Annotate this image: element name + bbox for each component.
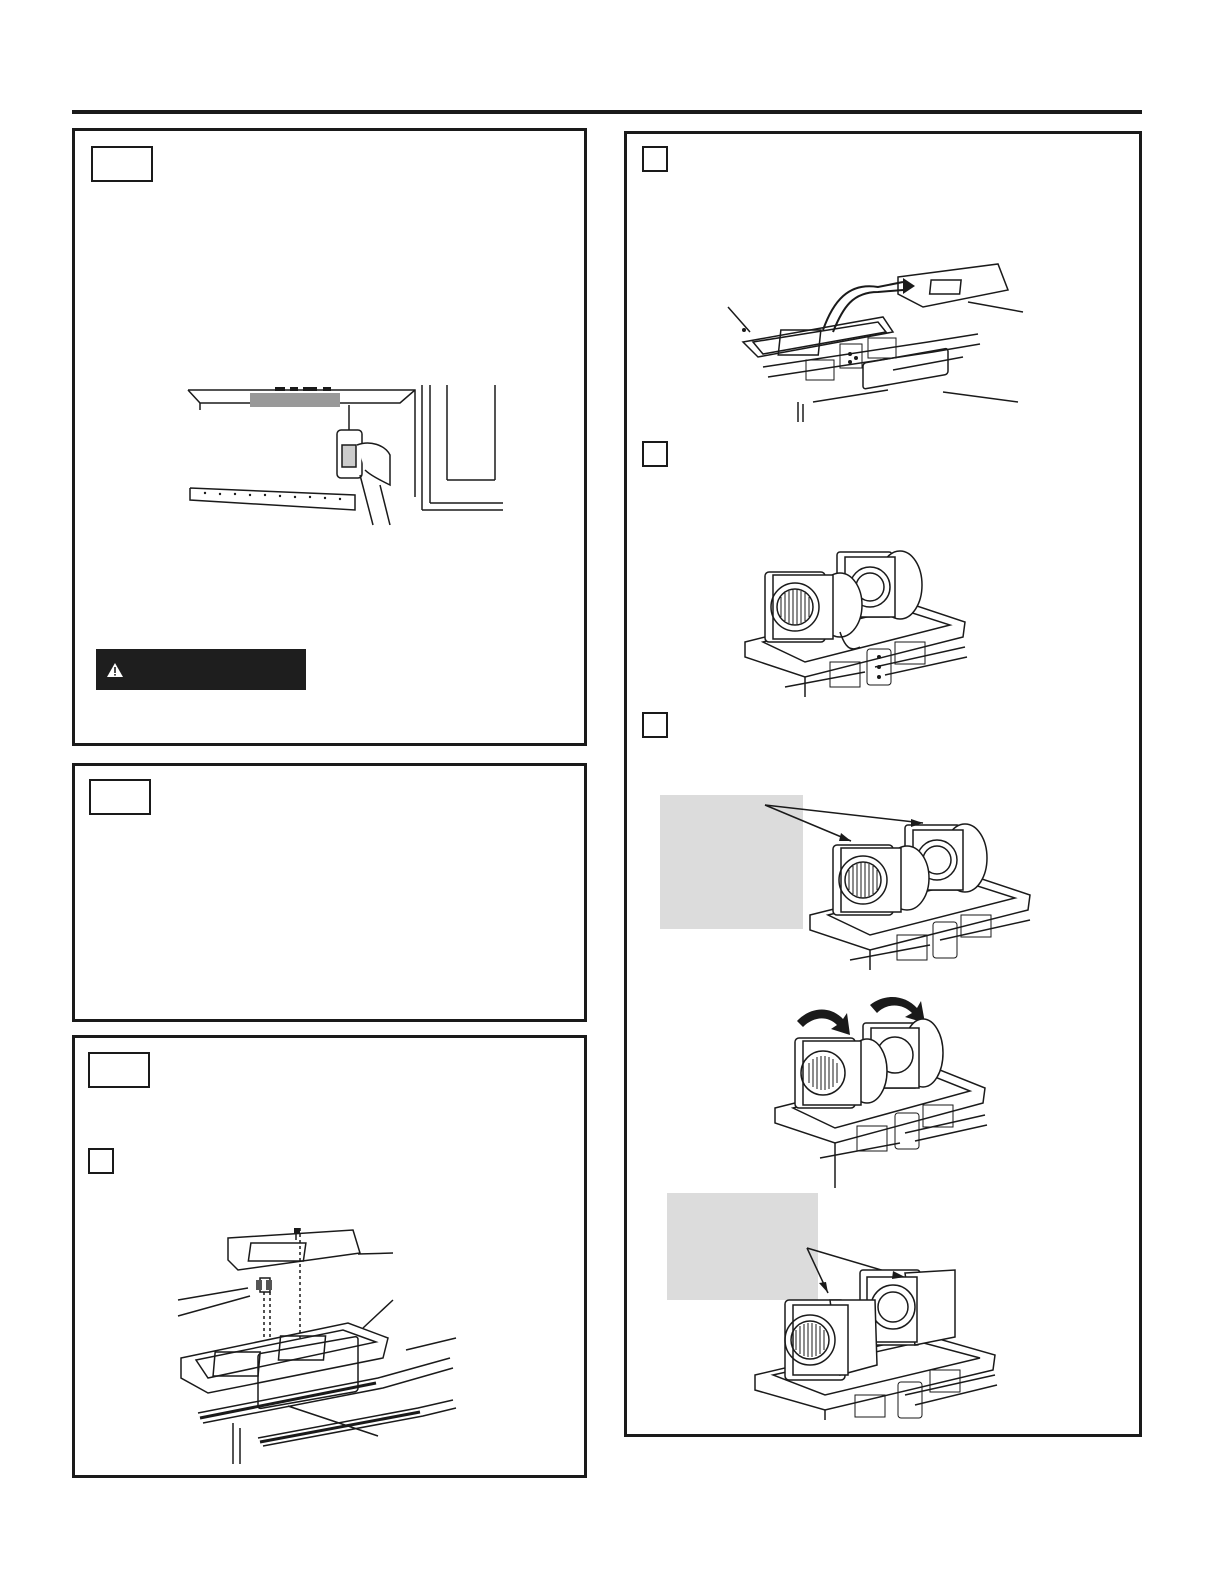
drilling-cabinet-illustration: [185, 385, 505, 530]
warning-triangle-icon: [106, 662, 124, 678]
rotate-blower-illustration: [775, 993, 990, 1188]
blower-callout-illustration: [765, 805, 1055, 970]
step-number-box: [89, 779, 151, 815]
remove-plates-illustration: [728, 262, 1028, 422]
substep-box: [88, 1148, 114, 1174]
blower-motor-illustration: [745, 547, 967, 697]
damper-plate-illustration: [178, 1228, 460, 1464]
rotated-blower-callout-illustration: [755, 1245, 1000, 1420]
substep-box: [642, 712, 668, 738]
substep-box: [642, 441, 668, 467]
step-number-box: [88, 1052, 150, 1088]
header-rule: [72, 110, 1142, 114]
step-number-box: [91, 146, 153, 182]
warning-banner: [96, 649, 306, 690]
substep-box: [642, 146, 668, 172]
